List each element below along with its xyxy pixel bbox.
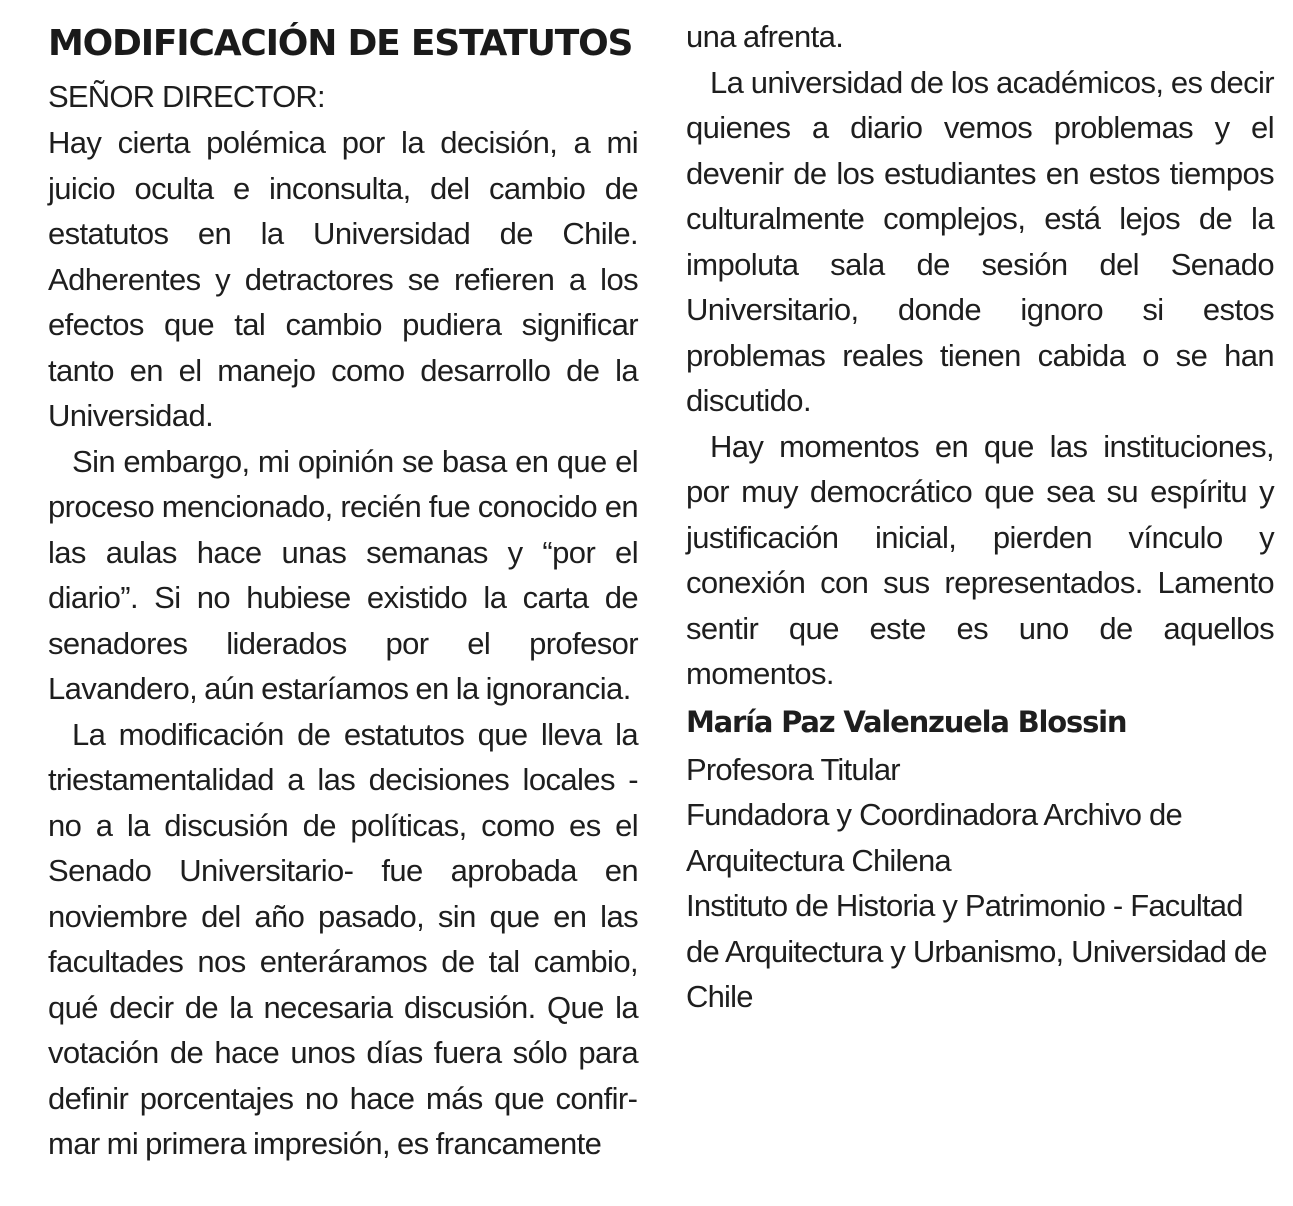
paragraph-4: La universidad de los académicos, es decir quienes a diario vemos problemas y el devenir de los estudiantes en estos tiempos culturalmente complejos, está lejos de la impoluta sala de sesión del Senado Universitario, donde ignoro si estos problemas reales tienen cabida o se han discutido. bbox=[686, 64, 1274, 418]
signature-role-1: Profesora Titular bbox=[686, 751, 900, 787]
paragraph-1: Hay cierta polémica por la decisión, a mi juicio oculta e inconsulta, del cambio de estatutos en la Universidad de Chile. Adherentes y detractores se refieren a los efectos que tal cambio pudiera significar tanto en el manejo como desarrollo de la Universidad. bbox=[48, 125, 638, 433]
paragraph-5: Hay momentos en que las instituciones, por muy democrático que sea su espíritu y justificación inicial, pierden vínculo y conexión con sus representados. Lamento sentir que este es uno de aquellos momentos. bbox=[686, 428, 1274, 691]
signature-role-3: Instituto de Historia y Patrimonio - Facultad de Arquitectura y Urbanismo, Universidad de Chile bbox=[686, 888, 1267, 1014]
paragraph-3: La modificación de estatutos que lleva la triestamentalidad a las decisiones locales -no a la discusión de políticas, como es el Senado Universitario- fue aprobada en noviembre del año pasado, sin que en las facultades nos enteráramos de tal cambio, qué decir de la necesaria discusión. Que la votación de hace unos días fuera sólo para definir porcentajes no hace más que confirmar mi primera impresión, es francamente bbox=[48, 716, 638, 1161]
left-column bbox=[48, 14, 638, 1167]
paragraph-3-continued: una afrenta. bbox=[686, 19, 844, 54]
headline: MODIFICACIÓN DE ESTATUTOS bbox=[48, 23, 633, 64]
paragraph-2: Sin embargo, mi opinión se basa en que el proceso mencionado, recién fue conocido en las aulas hace unas semanas y “por el diario”. Si no hubiese existido la carta de senadores liderados por el profesor Lavandero, aún estaríamos en la ignorancia. bbox=[48, 443, 638, 706]
signature-name: María Paz Valenzuela Blossin bbox=[686, 704, 1127, 739]
right-column bbox=[686, 14, 1274, 1020]
salutation: SEÑOR DIRECTOR: bbox=[48, 79, 325, 114]
signature-role-2: Fundadora y Coordinadora Archivo de Arquitectura Chilena bbox=[686, 797, 1182, 878]
